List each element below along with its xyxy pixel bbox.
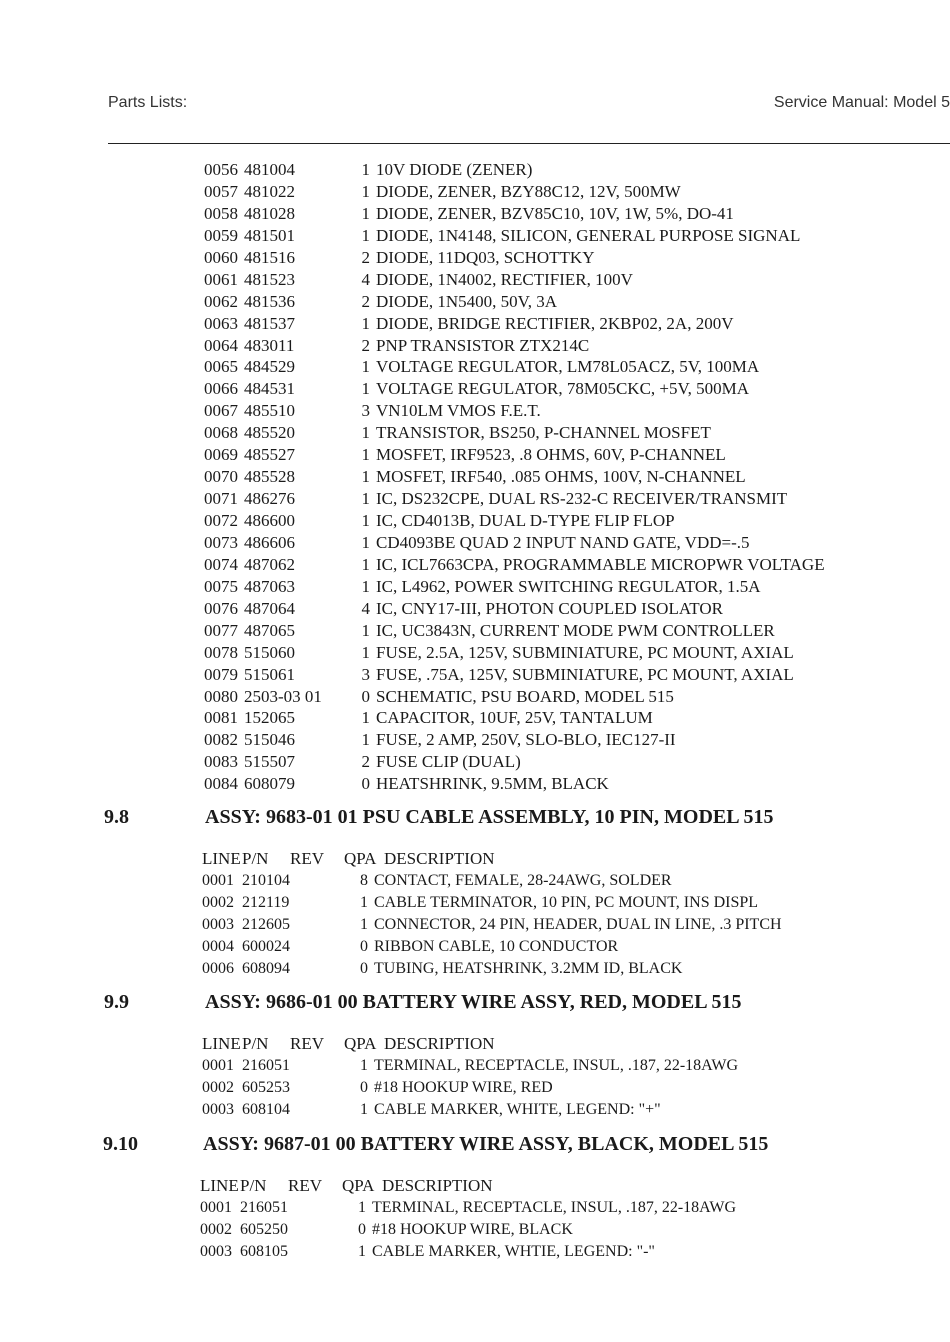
description: TUBING, HEATSHRINK, 3.2MM ID, BLACK [374, 959, 683, 977]
description: DIODE, ZENER, BZV85C10, 10V, 1W, 5%, DO-41 [376, 203, 734, 223]
part-number: 515046 [244, 730, 295, 750]
section-title: ASSY: 9687-01 00 BATTERY WIRE ASSY, BLACK, MODEL 515 [203, 1133, 769, 1155]
quantity: 1 [361, 489, 370, 509]
line-number: 0002 [200, 1220, 232, 1238]
table-row [200, 1219, 920, 1241]
part-number: 605250 [240, 1220, 288, 1238]
description: DIODE, 1N4148, SILICON, GENERAL PURPOSE SIGNAL [376, 225, 801, 245]
line-number: 0067 [204, 401, 238, 421]
column-headers [202, 1033, 922, 1055]
part-number: 515507 [244, 752, 295, 772]
table-row [204, 159, 924, 181]
description: 10V DIODE (ZENER) [376, 160, 533, 179]
description: CAPACITOR, 10UF, 25V, TANTALUM [376, 708, 653, 728]
description: #18 HOOKUP WIRE, BLACK [372, 1220, 573, 1238]
table-row [204, 576, 924, 598]
table-row [204, 620, 924, 642]
line-number: 0082 [204, 730, 238, 750]
description: VN10LM VMOS F.E.T. [376, 401, 541, 421]
quantity: 1 [361, 160, 370, 179]
part-number: 483011 [244, 335, 295, 355]
description: DIODE, BRIDGE RECTIFIER, 2KBP02, 2A, 200V [376, 313, 734, 333]
table-row [204, 686, 924, 708]
description: PNP TRANSISTOR ZTX214C [376, 335, 590, 355]
col-header-qpa: QPA [344, 1034, 377, 1053]
description: FUSE, .75A, 125V, SUBMINIATURE, PC MOUNT, AXIAL [376, 664, 794, 684]
part-number: 481537 [244, 313, 295, 333]
quantity: 2 [361, 752, 370, 772]
quantity: 1 [361, 642, 370, 662]
description: FUSE, 2 AMP, 250V, SLO-BLO, IEC127-II [376, 730, 676, 750]
section-table [200, 1175, 920, 1263]
table-row [204, 269, 924, 291]
part-number: 484531 [244, 379, 295, 399]
section-number: 9.9 [104, 991, 129, 1013]
line-number: 0001 [200, 1199, 232, 1216]
line-number: 0080 [204, 686, 238, 706]
line-number: 0062 [204, 291, 238, 311]
description: IC, ICL7663CPA, PROGRAMMABLE MICROPWR VOLTAGE [376, 554, 825, 574]
part-number: 481501 [244, 225, 295, 245]
part-number: 608079 [244, 774, 295, 794]
description: TERMINAL, RECEPTACLE, INSUL, .187, 22-18AWG [372, 1199, 737, 1216]
header-manual-title: Service Manual: Model 5 [773, 94, 950, 111]
section-table [202, 1033, 922, 1121]
line-number: 0066 [204, 379, 238, 399]
quantity: 0 [360, 959, 368, 977]
line-number: 0003 [202, 915, 234, 933]
table-row [204, 181, 924, 203]
quantity: 2 [361, 247, 370, 267]
line-number: 0001 [202, 872, 234, 889]
col-header-rev: REV [290, 849, 324, 868]
description: FUSE, 2.5A, 125V, SUBMINIATURE, PC MOUNT, AXIAL [376, 642, 794, 662]
line-number: 0077 [204, 620, 238, 640]
table-row [204, 532, 924, 554]
line-number: 0003 [200, 1242, 232, 1260]
quantity: 1 [358, 1199, 366, 1216]
quantity: 4 [361, 269, 370, 289]
part-number: 486276 [244, 489, 295, 509]
quantity: 1 [361, 379, 370, 399]
description: MOSFET, IRF9523, .8 OHMS, 60V, P-CHANNEL [376, 445, 726, 465]
section-title: ASSY: 9686-01 00 BATTERY WIRE ASSY, RED, MODEL 515 [205, 991, 742, 1013]
quantity: 1 [361, 313, 370, 333]
col-header-line: LINE [202, 849, 241, 868]
col-header-desc: DESCRIPTION [382, 1176, 493, 1195]
line-number: 0078 [204, 642, 238, 662]
line-number: 0063 [204, 313, 238, 333]
table-row [204, 335, 924, 357]
part-number: 212605 [242, 915, 290, 933]
table-row [204, 466, 924, 488]
part-number: 515061 [244, 664, 295, 684]
table-row [204, 488, 924, 510]
line-number: 0059 [204, 225, 238, 245]
line-number: 0083 [204, 752, 238, 772]
part-number: 481022 [244, 181, 295, 201]
description: DIODE, 1N4002, RECTIFIER, 100V [376, 269, 633, 289]
quantity: 1 [360, 915, 368, 933]
quantity: 2 [361, 291, 370, 311]
table-row [204, 203, 924, 225]
quantity: 1 [361, 467, 370, 487]
part-number: 485528 [244, 467, 295, 487]
quantity: 1 [360, 893, 368, 911]
description: IC, CD4013B, DUAL D-TYPE FLIP FLOP [376, 511, 675, 530]
col-header-pn: P/N [242, 1034, 269, 1053]
part-number: 485520 [244, 423, 295, 443]
part-number: 608104 [242, 1100, 290, 1118]
part-number: 608105 [240, 1242, 288, 1260]
line-number: 0056 [204, 160, 238, 179]
part-number: 212119 [242, 893, 290, 911]
table-row [200, 1197, 920, 1219]
description: HEATSHRINK, 9.5MM, BLACK [376, 774, 609, 794]
line-number: 0073 [204, 532, 238, 552]
table-row [204, 707, 924, 729]
description: DIODE, 11DQ03, SCHOTTKY [376, 247, 595, 267]
quantity: 1 [361, 532, 370, 552]
col-header-qpa: QPA [344, 849, 377, 868]
line-number: 0068 [204, 423, 238, 443]
table-row [202, 1099, 922, 1121]
table-row [204, 291, 924, 313]
table-row [202, 1077, 922, 1099]
col-header-desc: DESCRIPTION [384, 849, 495, 868]
line-number: 0064 [204, 335, 238, 355]
quantity: 1 [361, 357, 370, 377]
col-header-rev: REV [288, 1176, 322, 1195]
description: RIBBON CABLE, 10 CONDUCTOR [374, 937, 619, 955]
quantity: 0 [360, 1078, 368, 1096]
quantity: 1 [361, 576, 370, 596]
part-number: 152065 [244, 708, 295, 728]
part-number: 210104 [242, 872, 290, 889]
line-number: 0084 [204, 774, 238, 794]
description: IC, L4962, POWER SWITCHING REGULATOR, 1.5A [376, 576, 761, 596]
section-title: ASSY: 9683-01 01 PSU CABLE ASSEMBLY, 10 PIN, MODEL 515 [205, 806, 774, 828]
line-number: 0061 [204, 269, 238, 289]
quantity: 8 [360, 872, 368, 889]
line-number: 0072 [204, 511, 238, 530]
quantity: 2 [361, 335, 370, 355]
quantity: 4 [361, 598, 370, 618]
table-row [204, 510, 924, 532]
table-row [202, 914, 922, 936]
table-row [204, 356, 924, 378]
part-number: 481516 [244, 247, 295, 267]
line-number: 0076 [204, 598, 238, 618]
part-number: 487064 [244, 598, 295, 618]
line-number: 0065 [204, 357, 238, 377]
description: CABLE MARKER, WHITE, LEGEND: "+" [374, 1100, 661, 1118]
line-number: 0058 [204, 203, 238, 223]
part-number: 487063 [244, 576, 295, 596]
table-row [202, 936, 922, 958]
description: SCHEMATIC, PSU BOARD, MODEL 515 [376, 686, 674, 706]
description: CONNECTOR, 24 PIN, HEADER, DUAL IN LINE, .3 PITCH [374, 915, 782, 933]
quantity: 3 [361, 664, 370, 684]
line-number: 0006 [202, 959, 234, 977]
table-row [204, 642, 924, 664]
quantity: 1 [361, 445, 370, 465]
description: TERMINAL, RECEPTACLE, INSUL, .187, 22-18AWG [374, 1057, 739, 1074]
description: DIODE, 1N5400, 50V, 3A [376, 291, 558, 311]
line-number: 0069 [204, 445, 238, 465]
table-row [204, 773, 924, 795]
line-number: 0079 [204, 664, 238, 684]
quantity: 1 [361, 511, 370, 530]
quantity: 3 [361, 401, 370, 421]
table-row [204, 378, 924, 400]
col-header-rev: REV [290, 1034, 324, 1053]
quantity: 0 [360, 937, 368, 955]
table-row [202, 1055, 922, 1077]
table-row [204, 554, 924, 576]
quantity: 0 [358, 1220, 366, 1238]
col-header-line: LINE [200, 1176, 239, 1195]
table-row [204, 313, 924, 335]
part-number: 481523 [244, 269, 295, 289]
table-row [204, 751, 924, 773]
part-number: 608094 [242, 959, 290, 977]
line-number: 0002 [202, 893, 234, 911]
column-headers [202, 848, 922, 870]
table-row [202, 892, 922, 914]
part-number: 481004 [244, 160, 295, 179]
line-number: 0081 [204, 708, 238, 728]
table-row [204, 422, 924, 444]
description: IC, DS232CPE, DUAL RS-232-C RECEIVER/TRANSMIT [376, 489, 788, 509]
table-row [204, 225, 924, 247]
table-row [202, 870, 922, 892]
description: IC, UC3843N, CURRENT MODE PWM CONTROLLER [376, 620, 775, 640]
section-number: 9.8 [104, 806, 129, 828]
description: #18 HOOKUP WIRE, RED [374, 1078, 553, 1096]
parts-list-continued [204, 159, 924, 795]
table-row [204, 444, 924, 466]
part-number: 485527 [244, 445, 295, 465]
section-table [202, 848, 922, 980]
table-row [204, 247, 924, 269]
description: FUSE CLIP (DUAL) [376, 752, 521, 772]
part-number: 484529 [244, 357, 295, 377]
part-number: 605253 [242, 1078, 290, 1096]
part-number: 487065 [244, 620, 295, 640]
description: CABLE TERMINATOR, 10 PIN, PC MOUNT, INS DISPL [374, 893, 759, 911]
quantity: 1 [361, 620, 370, 640]
part-number: 481536 [244, 291, 295, 311]
table-row [204, 664, 924, 686]
part-number: 486606 [244, 532, 295, 552]
part-number: 2503-03 01 [244, 686, 322, 706]
line-number: 0074 [204, 554, 238, 574]
part-number: 486600 [244, 511, 295, 530]
line-number: 0002 [202, 1078, 234, 1096]
quantity: 1 [361, 225, 370, 245]
quantity: 0 [361, 774, 370, 794]
line-number: 0071 [204, 489, 238, 509]
column-headers [200, 1175, 920, 1197]
description: MOSFET, IRF540, .085 OHMS, 100V, N-CHANNEL [376, 467, 746, 487]
col-header-qpa: QPA [342, 1176, 375, 1195]
part-number: 216051 [242, 1057, 290, 1074]
quantity: 0 [361, 686, 370, 706]
col-header-line: LINE [202, 1034, 241, 1053]
col-header-pn: P/N [242, 849, 269, 868]
description: TRANSISTOR, BS250, P-CHANNEL MOSFET [376, 423, 711, 443]
description: DIODE, ZENER, BZY88C12, 12V, 500MW [376, 181, 681, 201]
quantity: 1 [360, 1100, 368, 1118]
part-number: 600024 [242, 937, 290, 955]
col-header-desc: DESCRIPTION [384, 1034, 495, 1053]
quantity: 1 [361, 181, 370, 201]
line-number: 0001 [202, 1057, 234, 1074]
quantity: 1 [361, 708, 370, 728]
part-number: 481028 [244, 203, 295, 223]
header-divider [108, 143, 950, 144]
header-section-label: Parts Lists: [108, 94, 188, 111]
description: CABLE MARKER, WHTIE, LEGEND: "-" [372, 1242, 655, 1260]
table-row [204, 400, 924, 422]
description: VOLTAGE REGULATOR, 78M05CKC, +5V, 500MA [376, 379, 749, 399]
description: CD4093BE QUAD 2 INPUT NAND GATE, VDD=-.5 [376, 532, 750, 552]
quantity: 1 [361, 554, 370, 574]
section-number: 9.10 [103, 1133, 138, 1155]
quantity: 1 [358, 1242, 366, 1260]
table-row [200, 1241, 920, 1263]
table-row [204, 598, 924, 620]
part-number: 216051 [240, 1199, 288, 1216]
part-number: 485510 [244, 401, 295, 421]
col-header-pn: P/N [240, 1176, 267, 1195]
line-number: 0075 [204, 576, 238, 596]
quantity: 1 [360, 1057, 368, 1074]
quantity: 1 [361, 730, 370, 750]
line-number: 0057 [204, 181, 238, 201]
part-number: 515060 [244, 642, 295, 662]
table-row [204, 729, 924, 751]
line-number: 0003 [202, 1100, 234, 1118]
quantity: 1 [361, 423, 370, 443]
line-number: 0060 [204, 247, 238, 267]
description: IC, CNY17-III, PHOTON COUPLED ISOLATOR [376, 598, 723, 618]
table-row [202, 958, 922, 980]
quantity: 1 [361, 203, 370, 223]
part-number: 487062 [244, 554, 295, 574]
description: VOLTAGE REGULATOR, LM78L05ACZ, 5V, 100MA [376, 357, 760, 377]
line-number: 0070 [204, 467, 238, 487]
line-number: 0004 [202, 937, 234, 955]
description: CONTACT, FEMALE, 28-24AWG, SOLDER [374, 872, 672, 889]
